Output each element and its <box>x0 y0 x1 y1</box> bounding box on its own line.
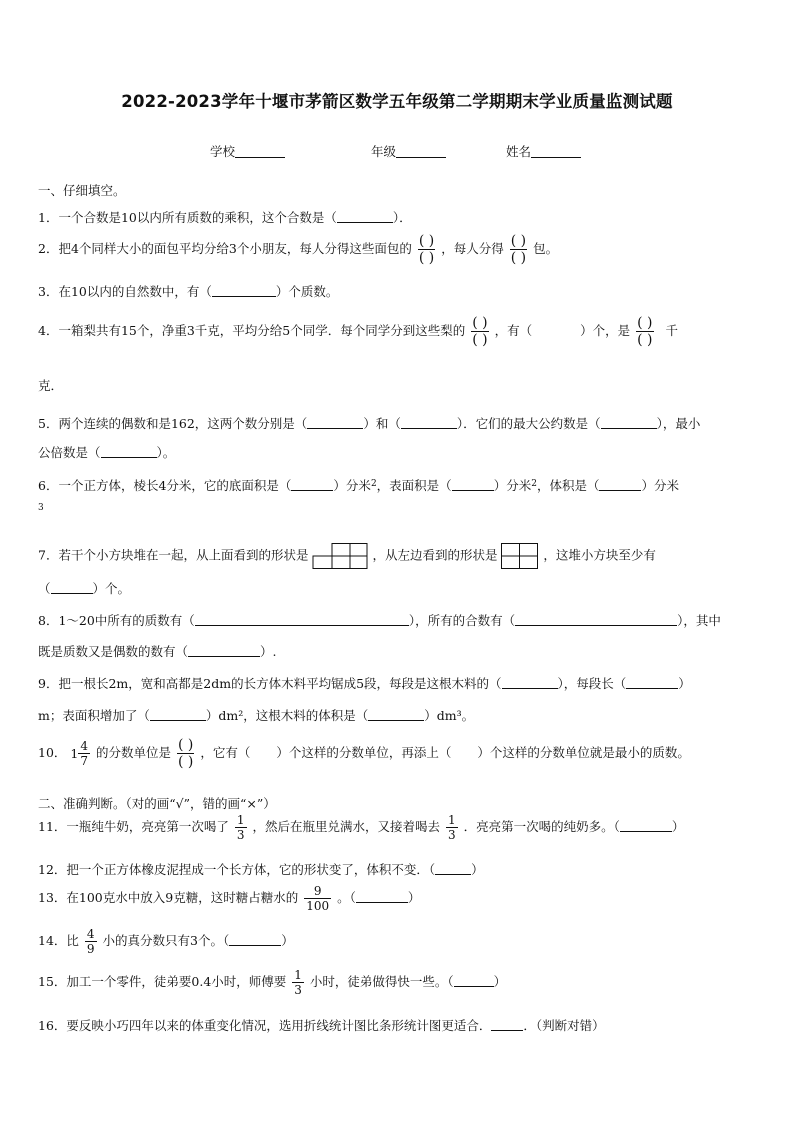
grade-field <box>371 142 446 160</box>
question-3: 3．在10以内的自然数中，有（ ）个质数。 <box>38 284 339 299</box>
question-2: 2．把4个同样大小的面包平均分给3个小朋友，每人分得这些面包的 $\frac{( )}{( )}$ ，每人分得 $\frac{( )}{( )}$ 包。 <box>38 233 559 266</box>
answer-blank[interactable] <box>150 708 206 721</box>
fraction-blank[interactable]: $\frac{( )}{( )}$ <box>472 315 488 348</box>
answer-blank[interactable] <box>599 478 641 491</box>
fraction: $\frac{1}{3}$ <box>294 968 302 997</box>
name-field <box>506 142 581 160</box>
grade-label: 年级 <box>371 144 397 159</box>
section-1-heading: 一、仔细填空。 <box>38 183 126 198</box>
answer-blank[interactable] <box>368 708 424 721</box>
question-6: 6．一个正方体，棱长4分米，它的底面积是（ ）分米$^2$，表面积是（ ）分米$^2$，体积是（ ）分米 <box>38 478 679 493</box>
answer-blank[interactable] <box>435 862 471 875</box>
answer-blank[interactable] <box>101 445 157 458</box>
answer-blank[interactable] <box>291 478 333 491</box>
answer-blank[interactable] <box>401 416 457 429</box>
answer-blank[interactable] <box>188 644 260 657</box>
name-label: 姓名 <box>506 144 532 159</box>
answer-blank[interactable] <box>307 416 363 429</box>
answer-blank[interactable] <box>454 974 494 987</box>
question-10: 10． 1 $\frac{4}{7}$ 的分数单位是 $\frac{( )}{( )}$ ，它有（ ）个这样的分数单位，再添上（ ）个这样的分数单位就是最小的质数。 <box>38 737 690 770</box>
left-view-shape <box>501 543 539 569</box>
top-view-shape <box>312 543 368 569</box>
grade-blank[interactable] <box>396 144 446 158</box>
school-blank[interactable] <box>235 144 285 158</box>
answer-blank[interactable] <box>502 676 558 689</box>
name-blank[interactable] <box>531 144 581 158</box>
question-15: 15．加工一个零件，徒弟要0.4小时，师傅要 $\frac{1}{3}$ 小时，徒弟做得快一些。（ ） <box>38 968 507 997</box>
answer-blank[interactable] <box>452 478 494 491</box>
mixed-number: 1 $\frac{4}{7}$ <box>70 739 88 768</box>
page-title: 2022-2023学年十堰市茅箭区数学五年级第二学期期末学业质量监测试题 <box>121 92 673 111</box>
question-5-cont: 公倍数是（ ）。 <box>38 445 176 460</box>
answer-blank[interactable] <box>601 416 657 429</box>
question-11: 11．一瓶纯牛奶，亮亮第一次喝了 $\frac{1}{3}$ ，然后在瓶里兑满水，又接着喝去 $\frac{1}{3}$ ．亮亮第一次喝的纯奶多。（ ） <box>38 813 685 842</box>
question-7-cont: （ ）个。 <box>38 581 131 596</box>
fraction: $\frac{4}{9}$ <box>86 927 95 956</box>
question-8: 8．1～20中所有的质数有（ ），所有的合数有（ ），其中 <box>38 613 721 628</box>
answer-blank[interactable] <box>51 581 93 594</box>
question-7: 7．若干个小方块堆在一起，从上面看到的形状是 ，从左边看到的形状是 ，这堆小方块至少有 <box>38 543 656 569</box>
school-label: 学校 <box>210 144 236 159</box>
question-8-cont: 既是质数又是偶数的数有（ ）. <box>38 644 277 659</box>
answer-blank[interactable] <box>620 819 672 832</box>
question-1: 1．一个合数是10以内所有质数的乘积，这个合数是（ ）． <box>38 210 412 225</box>
answer-blank[interactable] <box>626 676 678 689</box>
question-4: 4．一箱梨共有15个，净重3千克，平均分给5个同学．每个同学分到这些梨的 $\frac{( )}{( )}$ ，有（ ）个，是 $\frac{( )}{( )}$ 千 <box>38 315 679 348</box>
fraction-blank[interactable]: $\frac{( )}{( )}$ <box>637 315 653 348</box>
fraction-blank[interactable]: $\frac{( )}{( )}$ <box>177 737 194 770</box>
question-13: 13．在100克水中放入9克糖，这时糖占糖水的 $\frac{9}{100}$ 。（ ） <box>38 884 421 913</box>
answer-blank[interactable] <box>337 210 393 223</box>
question-5: 5．两个连续的偶数和是162，这两个数分别是（ ）和（ ）．它们的最大公约数是（ ），最小 <box>38 416 701 431</box>
question-14: 14．比 $\frac{4}{9}$ 小的真分数只有3个。（ ） <box>38 927 294 956</box>
fraction: $\frac{9}{100}$ <box>306 884 330 913</box>
question-16: 16．要反映小巧四年以来的体重变化情况，选用折线统计图比条形统计图更适合． ．（判断对错） <box>38 1018 605 1033</box>
question-6-cont: 3 <box>38 503 44 513</box>
answer-blank[interactable] <box>515 613 677 626</box>
question-9-cont: m；表面积增加了（ ）dm²，这根木料的体积是（ ）dm³。 <box>38 708 475 723</box>
question-4-cont: 克． <box>38 378 64 393</box>
fraction: $\frac{1}{3}$ <box>448 813 456 842</box>
question-9: 9．把一根长2m，宽和高都是2dm的长方体木料平均锯成5段，每段是这根木料的（ ），每段长（ ） <box>38 676 691 691</box>
answer-blank[interactable] <box>491 1018 523 1031</box>
answer-blank[interactable] <box>356 890 408 903</box>
fraction-blank[interactable]: $\frac{( )}{( )}$ <box>418 233 435 266</box>
answer-blank[interactable] <box>195 613 409 626</box>
section-2-heading: 二、准确判断。（对的画“√”，错的画“×”） <box>38 796 276 811</box>
question-12: 12．把一个正方体橡皮泥捏成一个长方体，它的形状变了，体积不变．（ ） <box>38 862 484 877</box>
answer-blank[interactable] <box>212 284 276 297</box>
fraction-blank[interactable]: $\frac{( )}{( )}$ <box>510 233 527 266</box>
answer-blank[interactable] <box>229 933 281 946</box>
fraction: $\frac{1}{3}$ <box>236 813 245 842</box>
school-field <box>210 142 285 160</box>
